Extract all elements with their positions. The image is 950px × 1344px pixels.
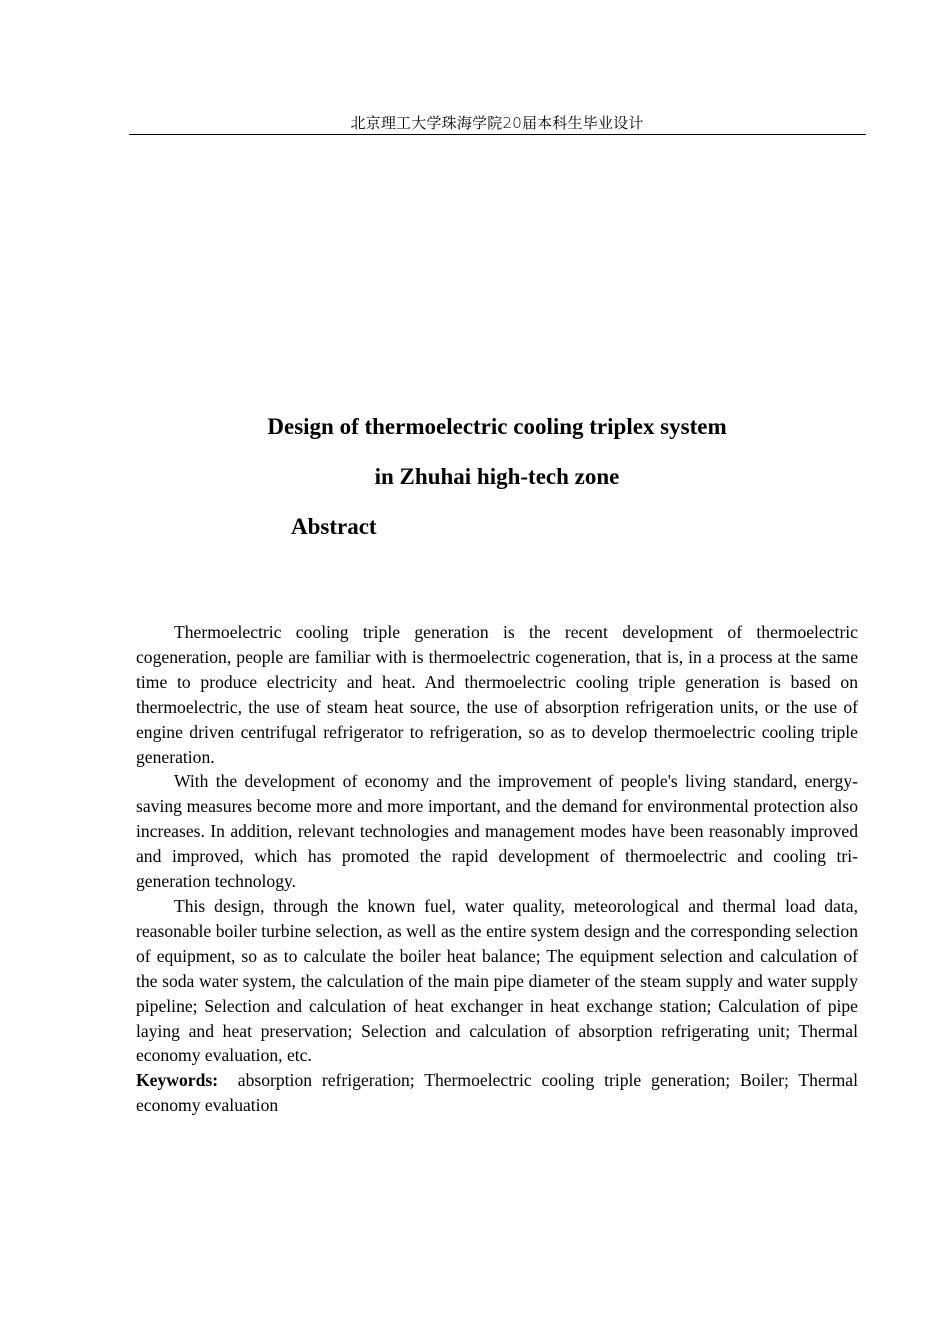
keywords-line: [136, 1068, 858, 1118]
keywords-text: absorption refrigeration; Thermoelectric cooling triple generation; Boiler; Thermal economy evaluation: [136, 1070, 858, 1116]
abstract-paragraph-3: This design, through the known fuel, water quality, meteorological and thermal load data, reasonable boiler turbine selection, as well as the entire system design and the corresponding selection of equipment, so as to calculate the boiler heat balance; The equipment selection and calculation of the soda water system, the calculation of the main pipe diameter of the steam supply and water supply pipeline; Selection and calculation of heat exchanger in heat exchange station; Calculation of pipe laying and heat preservation; Selection and calculation of absorption refrigerating unit; Thermal economy evaluation, etc.: [136, 895, 858, 1066]
abstract-heading: Abstract: [291, 514, 377, 539]
page-header: 北京理工大学珠海学院20届本科生毕业设计: [350, 114, 644, 132]
abstract-paragraph-2: With the development of economy and the improvement of people's living standard, energy-saving measures become more and more important, and the demand for environmental protection also increases. In addition, relevant technologies and management modes have been reasonably improved and improved, which has promoted the rapid development of thermoelectric and cooling tri-generation technology.: [136, 771, 858, 892]
header-rule: [129, 134, 866, 135]
abstract-paragraph-1: Thermoelectric cooling triple generation is the recent development of thermoelectric cogeneration, people are familiar with is thermoelectric cogeneration, that is, in a process at the same time to produce electricity and heat. And thermoelectric cooling triple generation is based on thermoelectric, the use of steam heat source, the use of absorption refrigeration units, or the use of engine driven centrifugal refrigerator to refrigeration, so as to develop thermoelectric cooling triple generation.: [136, 622, 858, 767]
title-line-2: in Zhuhai high-tech zone: [374, 464, 620, 489]
keywords-label: Keywords:: [136, 1070, 219, 1091]
abstract-body: [136, 620, 858, 1118]
title-line-1: Design of thermoelectric cooling triplex system: [267, 414, 727, 439]
